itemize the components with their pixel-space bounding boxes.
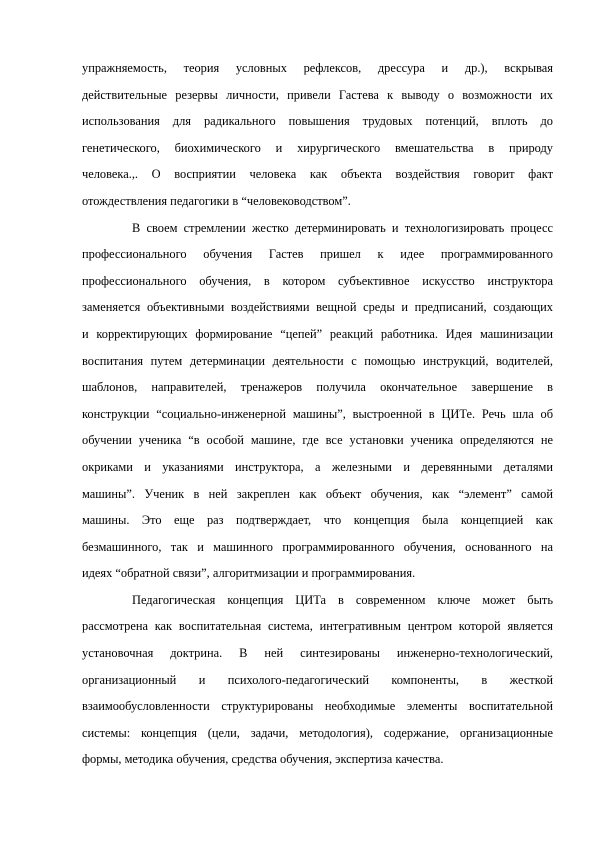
text-line: машины”. Ученик в ней закреплен как объект обучения, как “элемент” самой: [82, 486, 553, 501]
text-line: обучении ученика “в особой машине, где все установки ученика определяются не: [82, 433, 553, 448]
text-line: профессионального обучения Гастев пришел к идее программированного: [82, 247, 553, 262]
text-line: взаимообусловленности структурированы необходимые элементы воспитательной: [82, 699, 553, 714]
text-line: формы, методика обучения, средства обучения, экспертиза качества.: [82, 752, 444, 767]
text-line: шаблонов, направителей, тренажеров получила окончательное завершение в: [82, 380, 553, 395]
text-line: окриками и указаниями инструктора, а железными и деревянными деталями: [82, 459, 553, 474]
text-line: установочная доктрина. В ней синтезированы инженерно-технологический,: [82, 646, 553, 661]
text-line: упражняемость, теория условных рефлексов, дрессура и др.), вскрывая: [82, 61, 553, 75]
text-line: человека.,. О восприятии человека как объекта воздействия говорит факт: [82, 167, 553, 182]
text-line: использования для радикального повышения трудовых потенций, вплоть до: [82, 114, 553, 129]
text-line: идеях “обратной связи”, алгоритмизации и программирования.: [82, 566, 416, 581]
text-line: генетического, биохимического и хирургического вмешательства в природу: [82, 140, 553, 155]
text-line: Педагогическая концепция ЦИТа в современном ключе может быть: [132, 592, 553, 607]
paragraph-3: [82, 587, 553, 773]
text-line: воспитания путем детерминации деятельности с помощью инструкций, водителей,: [82, 353, 553, 368]
paragraph-1: [82, 55, 553, 215]
text-line: безмашинного, так и машинного программированного обучения, основанного на: [82, 539, 553, 554]
text-line: системы: концепция (цели, задачи, методология), содержание, организационные: [82, 725, 553, 740]
text-line: конструкции “социально-инженерной машины”, выстроенной в ЦИТе. Речь шла об: [82, 406, 553, 421]
text-line: отождествления педагогики в “человеководством”.: [82, 193, 351, 208]
text-line: действительные резервы личности, привели Гастева к выводу о возможности их: [82, 87, 553, 102]
text-line: организационный и психолого-педагогический компоненты, в жесткой: [82, 672, 553, 687]
text-line: профессионального обучения, в котором субъективное искусство инструктора: [82, 273, 553, 288]
text-line: В своем стремлении жестко детерминировать и технологизировать процесс: [132, 220, 553, 235]
text-line: и корректирующих формирование “цепей” реакций работника. Идея машинизации: [82, 326, 553, 341]
document-body: [82, 55, 553, 773]
text-line: машины. Это еще раз подтверждает, что концепция была концепцией как: [82, 513, 553, 528]
text-line: рассмотрена как воспитательная система, интегративным центром которой является: [82, 619, 553, 634]
text-line: заменяется объективными воздействиями вещной среды и предписаний, создающих: [82, 300, 553, 315]
paragraph-2: [82, 215, 553, 587]
